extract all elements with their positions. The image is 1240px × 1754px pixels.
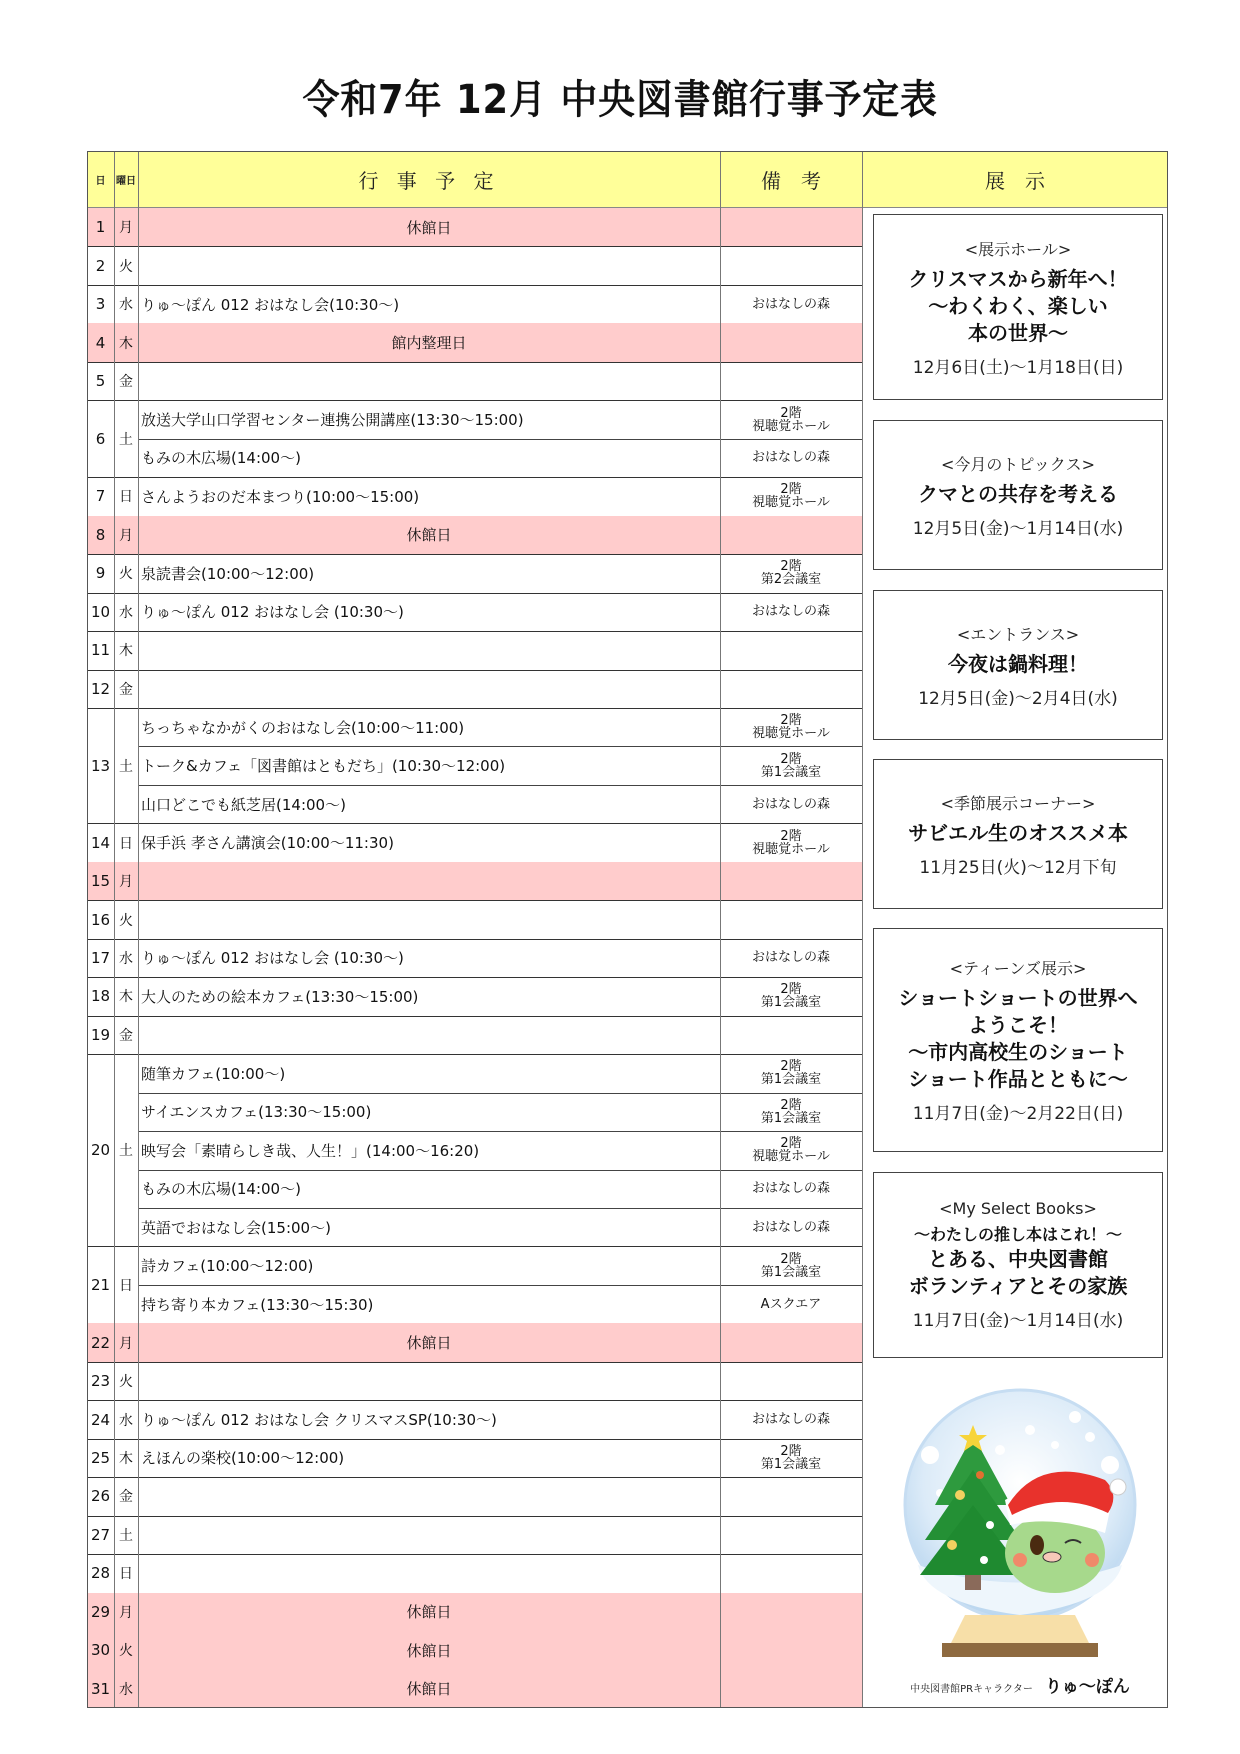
- exhibit-date: 11月7日(金)～2月22日(日): [912, 1104, 1124, 1124]
- event-location: おはなしの森: [751, 1219, 830, 1235]
- header-exhibits: 展 示: [862, 151, 1168, 208]
- header-day: 日: [87, 151, 114, 208]
- event-location: 2階 第1会議室: [760, 1059, 822, 1088]
- weekday: 木: [119, 335, 133, 352]
- exhibit-subtitle: ～わたしの推し本はこれ！～: [913, 1225, 1122, 1244]
- snow-globe-illustration: [880, 1375, 1160, 1665]
- event-name: 大人のための絵本カフェ(13:30～15:00): [141, 987, 419, 1006]
- weekday: 月: [119, 874, 133, 891]
- event-name: トーク&カフェ「図書館はともだち」(10:30～12:00): [141, 757, 506, 776]
- event-location: おはなしの森: [751, 1181, 830, 1197]
- day-number: 24: [90, 1410, 111, 1429]
- globe-stand: [942, 1643, 1098, 1657]
- weekday: 月: [119, 527, 133, 544]
- exhibit-label: <ティーンズ展示>: [949, 959, 1087, 978]
- weekday: 月: [119, 1335, 133, 1352]
- exhibit-label: <今月のトピックス>: [940, 454, 1095, 474]
- weekday: 火: [119, 258, 133, 275]
- event-location: 2階 視聴覚ホール: [752, 713, 830, 742]
- day-number: 5: [95, 372, 106, 391]
- header-weekday: 曜日: [114, 151, 138, 208]
- weekday: 土: [119, 1527, 133, 1544]
- event-location: 2階 第1会議室: [760, 1443, 822, 1472]
- exhibit-panel-seasonal: [873, 759, 1163, 909]
- day-number: 10: [90, 602, 111, 621]
- exhibit-label: <季節展示コーナー>: [940, 793, 1096, 813]
- exhibit-title: ～市内高校生のショート: [908, 1040, 1128, 1064]
- event-location: おはなしの森: [751, 950, 830, 966]
- event-location: 2階 第2会議室: [760, 559, 822, 588]
- header-events: 行 事 予 定: [138, 151, 720, 208]
- day-number: 22: [90, 1333, 111, 1352]
- weekday: 火: [119, 1374, 133, 1391]
- globe-base: [950, 1615, 1090, 1645]
- day-number: 15: [90, 872, 111, 891]
- event-name: もみの木広場(14:00～): [141, 449, 301, 468]
- exhibit-panel-teens: [873, 928, 1163, 1152]
- weekday: 土: [119, 758, 133, 775]
- illustration-caption: [880, 1672, 1160, 1697]
- exhibit-panel-my-select-books: [873, 1172, 1163, 1358]
- exhibit-label: <My Select Books>: [939, 1199, 1097, 1218]
- exhibit-date: 12月5日(金)～1月14日(水): [912, 518, 1124, 539]
- day-number: 31: [90, 1679, 111, 1698]
- day-number: 19: [90, 1025, 111, 1044]
- weekday: 木: [119, 989, 133, 1006]
- day-number: 28: [90, 1564, 111, 1583]
- event-location: Aスクエア: [760, 1296, 822, 1312]
- weekday: 木: [119, 643, 133, 660]
- event-name: りゅ～ぽん 012 おはなし会 (10:30～): [141, 603, 404, 622]
- day-number: 2: [95, 256, 106, 275]
- event-name: ちっちゃなかがくのおはなし会(10:00～11:00): [141, 718, 465, 737]
- event-name: 映写会「素晴らしき哉、人生！」(14:00～16:20): [141, 1141, 480, 1160]
- exhibit-title: とある、中央図書館: [928, 1247, 1108, 1271]
- event-name: 泉読書会(10:00～12:00): [141, 564, 315, 583]
- day-number: 8: [95, 525, 106, 544]
- exhibit-date: 11月25日(火)～12月下旬: [919, 857, 1117, 878]
- weekday: 金: [119, 1489, 133, 1506]
- caption-text: 中央図書館PRキャラクター: [910, 1684, 1033, 1695]
- event-name: もみの木広場(14:00～): [141, 1180, 301, 1199]
- event-name: 随筆カフェ(10:00～): [141, 1064, 286, 1083]
- day-number: 4: [95, 333, 106, 352]
- weekday: 日: [119, 489, 133, 506]
- exhibit-date: 12月5日(金)～2月4日(水): [918, 688, 1118, 709]
- exhibit-title: 今夜は鍋料理！: [948, 651, 1088, 676]
- event-name: 詩カフェ(10:00～12:00): [141, 1257, 314, 1276]
- header-notes: 備 考: [720, 151, 862, 208]
- weekday: 日: [119, 835, 133, 852]
- day-number: 23: [90, 1372, 111, 1391]
- weekday: 水: [119, 1681, 133, 1698]
- weekday: 月: [119, 1604, 133, 1621]
- event-location: おはなしの森: [751, 604, 830, 620]
- exhibit-title: ショート作品とともに～: [908, 1067, 1128, 1091]
- exhibit-title: サビエル生のオススメ本: [908, 820, 1128, 845]
- weekday: 水: [119, 950, 133, 967]
- day-number: 3: [95, 295, 106, 314]
- weekday: 火: [119, 912, 133, 929]
- event-name: 持ち寄り本カフェ(13:30～15:30): [141, 1295, 374, 1314]
- weekday: 金: [119, 374, 133, 391]
- day-number: 1: [95, 218, 106, 237]
- weekday: 土: [119, 431, 133, 448]
- closed-label: 休館日: [406, 1680, 452, 1699]
- weekday: 土: [119, 1143, 133, 1160]
- event-location: 2階 視聴覚ホール: [752, 1136, 830, 1165]
- exhibit-panel-hall: [873, 214, 1163, 400]
- day-number: 30: [90, 1641, 111, 1660]
- day-number: 9: [95, 564, 106, 583]
- exhibit-title: クリスマスから新年へ！: [908, 266, 1128, 291]
- event-location: おはなしの森: [751, 296, 830, 312]
- weekday: 火: [119, 1643, 133, 1660]
- weekday: 月: [119, 220, 133, 237]
- weekday: 金: [119, 1027, 133, 1044]
- exhibit-title: ～わくわく、楽しい: [928, 293, 1108, 318]
- day-number: 21: [90, 1275, 111, 1294]
- day-number: 11: [90, 641, 111, 660]
- day-number: 27: [90, 1525, 111, 1544]
- event-location: おはなしの森: [751, 1412, 830, 1428]
- event-name: りゅ～ぽん 012 おはなし会 (10:30～): [141, 949, 404, 968]
- event-location: おはなしの森: [751, 450, 830, 466]
- closed-label: 休館日: [406, 1334, 452, 1353]
- closed-label: 休館日: [406, 1641, 452, 1660]
- day-number: 12: [90, 679, 111, 698]
- closed-label: 休館日: [406, 218, 452, 237]
- event-name: 英語でおはなし会(15:00～): [141, 1218, 331, 1237]
- event-location: おはなしの森: [751, 796, 830, 812]
- closed-label: 休館日: [406, 1603, 452, 1622]
- day-number: 6: [95, 429, 106, 448]
- exhibit-title: ボランティアとその家族: [908, 1274, 1128, 1298]
- exhibit-panel-entrance: [873, 590, 1163, 740]
- exhibit-title: クマとの共存を考える: [918, 481, 1118, 506]
- weekday: 日: [119, 1277, 133, 1294]
- event-name: えほんの楽校(10:00～12:00): [141, 1449, 345, 1468]
- day-number: 13: [90, 756, 111, 775]
- exhibit-date: 12月6日(土)～1月18日(日): [912, 357, 1124, 378]
- event-name: 保手浜 孝さん講演会(10:00～11:30): [141, 834, 394, 853]
- day-number: 26: [90, 1487, 111, 1506]
- day-number: 14: [90, 833, 111, 852]
- exhibit-title: ショートショートの世界へ: [898, 986, 1138, 1010]
- event-location: 2階 視聴覚ホール: [752, 482, 830, 511]
- weekday: 水: [119, 1412, 133, 1429]
- exhibit-label: <エントランス>: [956, 624, 1080, 644]
- day-number: 17: [90, 948, 111, 967]
- closed-label: 休館日: [406, 526, 452, 545]
- event-location: 2階 第1会議室: [760, 1097, 822, 1126]
- weekday: 木: [119, 1450, 133, 1467]
- event-location: 2階 視聴覚ホール: [752, 828, 830, 857]
- weekday: 金: [119, 681, 133, 698]
- event-location: 2階 視聴覚ホール: [752, 405, 830, 434]
- closed-label: 館内整理日: [391, 334, 467, 353]
- weekday: 日: [119, 1566, 133, 1583]
- event-name: りゅ～ぽん 012 おはなし会 クリスマスSP(10:30～): [141, 1411, 497, 1430]
- exhibit-title: 本の世界～: [968, 320, 1068, 345]
- event-name: 山口どこでも紙芝居(14:00～): [141, 795, 346, 814]
- character-name: りゅ～ぽん: [1044, 1677, 1130, 1697]
- event-name: 放送大学山口学習センター連携公開講座(13:30～15:00): [141, 411, 524, 430]
- exhibit-panel-topics: [873, 420, 1163, 570]
- weekday: 水: [119, 604, 133, 621]
- event-name: さんようおのだ本まつり(10:00～15:00): [141, 487, 420, 506]
- day-number: 29: [90, 1602, 111, 1621]
- exhibit-label: <展示ホール>: [964, 239, 1072, 259]
- event-location: 2階 第1会議室: [760, 1251, 822, 1280]
- exhibit-title: ようこそ！: [968, 1013, 1068, 1037]
- day-number: 25: [90, 1448, 111, 1467]
- day-number: 18: [90, 987, 111, 1006]
- page-title: 令和7年 12月 中央図書館行事予定表: [302, 77, 938, 123]
- event-name: サイエンスカフェ(13:30～15:00): [141, 1103, 372, 1122]
- day-number: 20: [90, 1141, 111, 1160]
- day-number: 7: [95, 487, 106, 506]
- event-location: 2階 第1会議室: [760, 982, 822, 1011]
- weekday: 水: [119, 297, 133, 314]
- weekday: 火: [119, 566, 133, 583]
- event-location: 2階 第1会議室: [760, 751, 822, 780]
- day-number: 16: [90, 910, 111, 929]
- event-name: りゅ～ぽん 012 おはなし会(10:30～): [141, 295, 400, 314]
- exhibit-date: 11月7日(金)～1月14日(水): [912, 1311, 1124, 1331]
